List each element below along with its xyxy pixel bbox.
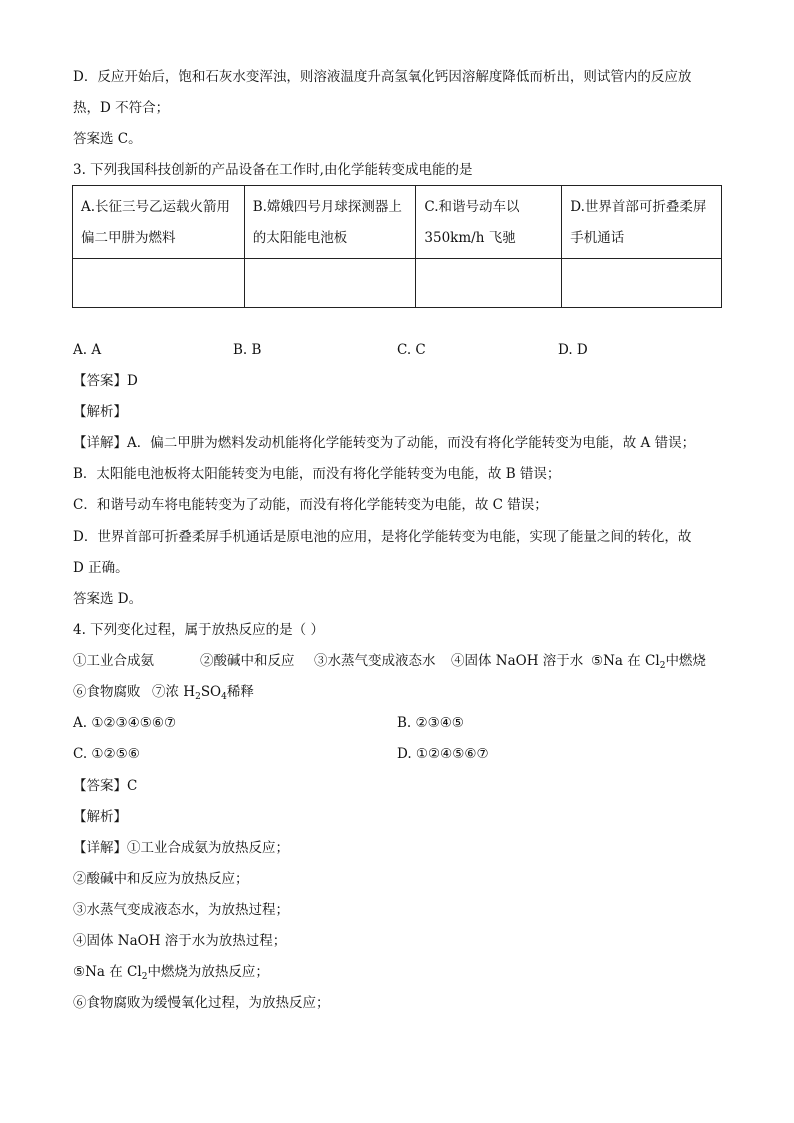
item-text: ⑤Na 在 Cl xyxy=(591,653,660,669)
item-text: SO xyxy=(200,684,222,700)
explanation-line: D．世界首部可折叠柔屏手机通话是原电池的应用，是将化学能转变为电能，实现了能量之间的转化，故 xyxy=(73,529,692,545)
cell-text: C.和谐号动车以 xyxy=(424,199,520,215)
table-cell-d xyxy=(562,186,722,259)
q4-item-1: ①工业合成氨 xyxy=(73,653,154,669)
choice-d: D. ①②④⑤⑥⑦ xyxy=(397,746,489,762)
explanation-line: 【详解】①工业合成氨为放热反应； xyxy=(73,840,289,856)
table-cell-b xyxy=(244,186,416,259)
analysis-label: 【解析】 xyxy=(73,809,127,825)
cell-text: 手机通话 xyxy=(570,230,625,246)
choice-b: B. ②③④⑤ xyxy=(397,715,464,731)
explanation-line: ⑥食物腐败为缓慢氧化过程，为放热反应； xyxy=(73,995,330,1011)
text-line: 热，D 不符合； xyxy=(73,100,170,116)
line-text: 中燃烧为放热反应； xyxy=(147,964,269,980)
question-4-stem: 4. 下列变化过程，属于放热反应的是（ ） xyxy=(73,622,324,638)
explanation-line: ②酸碱中和反应为放热反应； xyxy=(73,871,249,887)
choice-c: C. ①②⑤⑥ xyxy=(73,746,140,762)
question-3-options-table xyxy=(72,185,722,308)
question-3-stem: 3. 下列我国科技创新的产品设备在工作时,由化学能转变成电能的是 xyxy=(73,162,473,178)
explanation-line: B．太阳能电池板将太阳能转变为电能，而没有将化学能转变为电能，故 B 错误； xyxy=(73,466,561,482)
explanation-line xyxy=(73,962,269,982)
table-empty-cell xyxy=(244,259,416,308)
q4-item-6: ⑥食物腐败 xyxy=(73,684,141,700)
line-text: ⑤Na 在 Cl xyxy=(73,964,142,980)
cell-text: 偏二甲肼为燃料 xyxy=(81,230,176,246)
cell-text: 的太阳能电池板 xyxy=(252,230,348,246)
subscript: 2 xyxy=(195,692,201,702)
answer-label: 【答案】D xyxy=(73,373,138,389)
explanation-line: D 正确。 xyxy=(73,560,129,576)
answer-label: 【答案】C xyxy=(73,778,138,794)
text-line: D．反应开始后，饱和石灰水变浑浊，则溶液温度升高氢氧化钙因溶解度降低而析出，则试管内的反应放 xyxy=(73,69,692,85)
item-text: 稀释 xyxy=(226,684,254,700)
choice-c: C. C xyxy=(397,342,426,358)
choice-a: A. A xyxy=(73,342,102,358)
table-empty-cell xyxy=(416,259,562,308)
q4-item-3: ③水蒸气变成液态水 xyxy=(314,653,436,669)
q4-item-2: ②酸碱中和反应 xyxy=(200,653,295,669)
answer-line: 答案选 C。 xyxy=(73,131,142,147)
answer-line: 答案选 D。 xyxy=(73,591,143,607)
q4-item-5 xyxy=(591,651,706,671)
choice-b: B. B xyxy=(233,342,262,358)
explanation-line: 【详解】A．偏二甲肼为燃料发动机能将化学能转变为了动能，而没有将化学能转变为电能，故 A 错误； xyxy=(73,435,696,451)
table-cell-c xyxy=(416,186,562,259)
item-text: 中燃烧 xyxy=(665,653,706,669)
table-cell-a xyxy=(73,186,245,259)
subscript: 4 xyxy=(221,692,227,702)
explanation-line: ④固体 NaOH 溶于水为放热过程； xyxy=(73,933,287,949)
subscript: 2 xyxy=(659,661,666,671)
explanation-line: ③水蒸气变成液态水，为放热过程； xyxy=(73,902,289,918)
choice-d: D. D xyxy=(558,342,588,358)
cell-text: D.世界首部可折叠柔屏 xyxy=(570,199,707,215)
explanation-line: C．和谐号动车将电能转变为了动能，而没有将化学能转变为电能，故 C 错误； xyxy=(73,497,548,513)
choice-a: A. ①②③④⑤⑥⑦ xyxy=(73,715,177,731)
q4-item-4: ④固体 NaOH 溶于水 xyxy=(451,653,584,669)
subscript: 2 xyxy=(141,972,148,982)
cell-text: A.长征三号乙运载火箭用 xyxy=(81,199,231,215)
item-text: ⑦浓 H xyxy=(152,684,196,700)
table-empty-cell xyxy=(562,259,722,308)
q4-item-7 xyxy=(152,682,254,702)
analysis-label: 【解析】 xyxy=(73,404,127,420)
cell-text: B.嫦娥四号月球探测器上 xyxy=(252,199,402,215)
table-empty-cell xyxy=(73,259,245,308)
cell-text: 350km/h 飞驰 xyxy=(424,230,516,246)
